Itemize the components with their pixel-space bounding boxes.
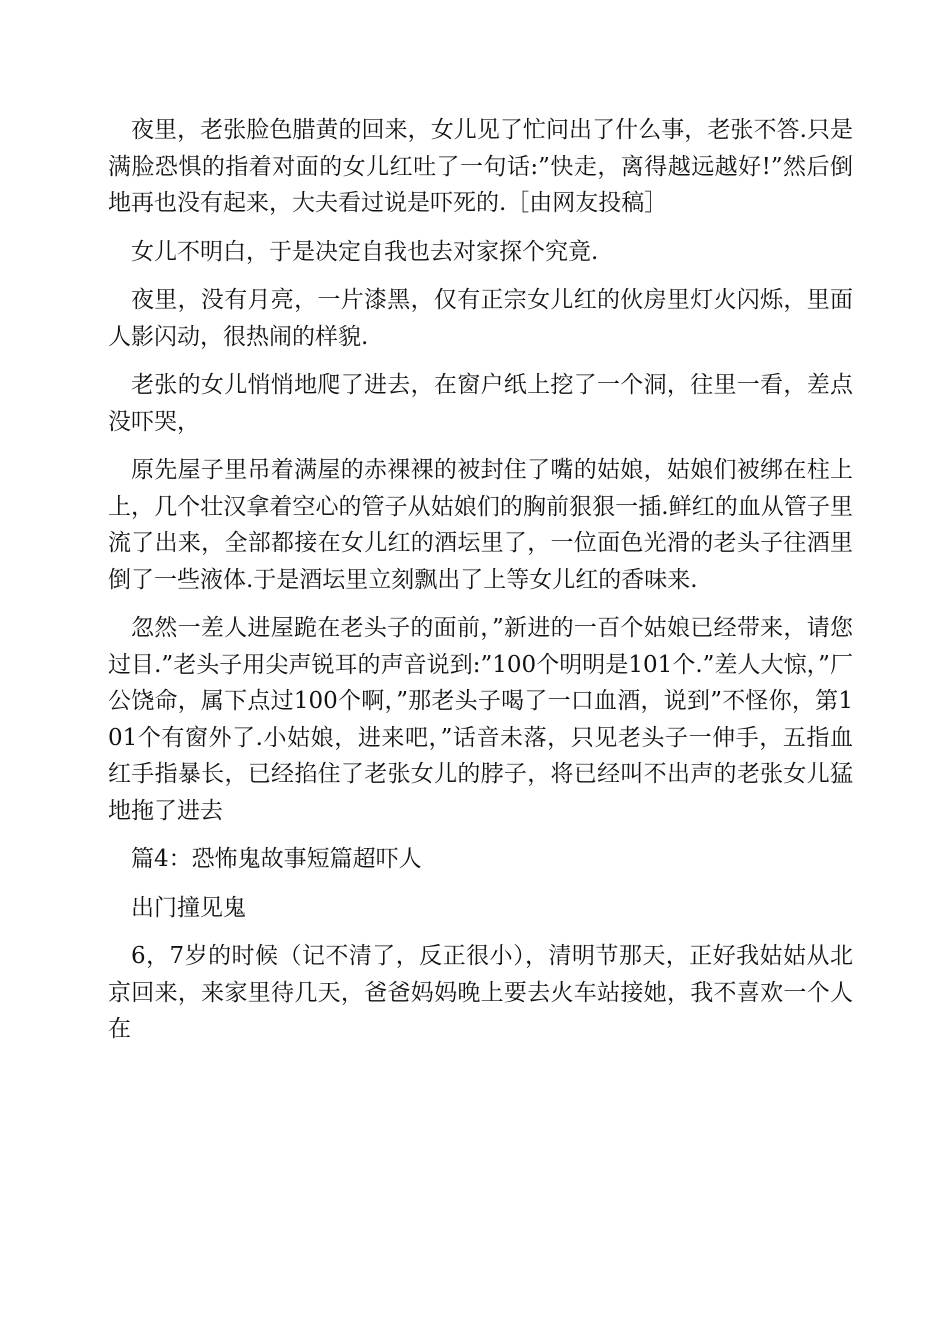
document-body bbox=[108, 112, 853, 1048]
paragraph-6: 忽然一差人进屋跪在老头子的面前，”新进的一百个姑娘已经带来，请您过目.”老头子用尖声锐耳的声音说到:”100个明明是101个.”差人大惊，”厂公饶命，属下点过100个啊，”那老头子喝了一口血酒，说到”不怪你，第101个有窗外了.小姑娘，进来吧，”话音未落，只见老头子一伸手，五指血红手指暴长，已经掐住了老张女儿的脖子，将已经叫不出声的老张女儿猛地拖了进去 bbox=[108, 615, 853, 824]
paragraph-7: 6，7岁的时候（记不清了，反正很小），清明节那天，正好我姑姑从北京回来，来家里待几天，爸爸妈妈晚上要去火车站接她，我不喜欢一个人在 bbox=[108, 943, 853, 1042]
section-heading: 篇4：恐怖鬼故事短篇超吓人 bbox=[131, 846, 422, 872]
paragraph-1: 夜里，老张脸色腊黄的回来，女儿见了忙问出了什么事，老张不答.只是满脸恐惧的指着对面的女儿红吐了一句话:”快走，离得越远越好!”然后倒地再也没有起来，大夫看过说是吓死的.［由网友投稿］ bbox=[108, 117, 853, 216]
story-title: 出门撞见鬼 bbox=[131, 894, 246, 921]
paragraph-4: 老张的女儿悄悄地爬了进去，在窗户纸上挖了一个洞，往里一看，差点没吓哭， bbox=[108, 372, 853, 435]
paragraph-5: 原先屋子里吊着满屋的赤裸裸的被封住了嘴的姑娘，姑娘们被绑在柱上上，几个壮汉拿着空心的管子从姑娘们的胸前狠狠一插.鲜红的血从管子里流了出来，全部都接在女儿红的酒坛里了，一位面色光滑的老头子往酒里倒了一些液体.于是酒坛里立刻飘出了上等女儿红的香味来. bbox=[108, 457, 853, 593]
paragraph-3: 夜里，没有月亮，一片漆黑，仅有正宗女儿红的伙房里灯火闪烁，里面人影闪动，很热闹的样貌. bbox=[108, 287, 853, 350]
paragraph-2: 女儿不明白，于是决定自我也去对家探个究竟. bbox=[131, 238, 599, 265]
